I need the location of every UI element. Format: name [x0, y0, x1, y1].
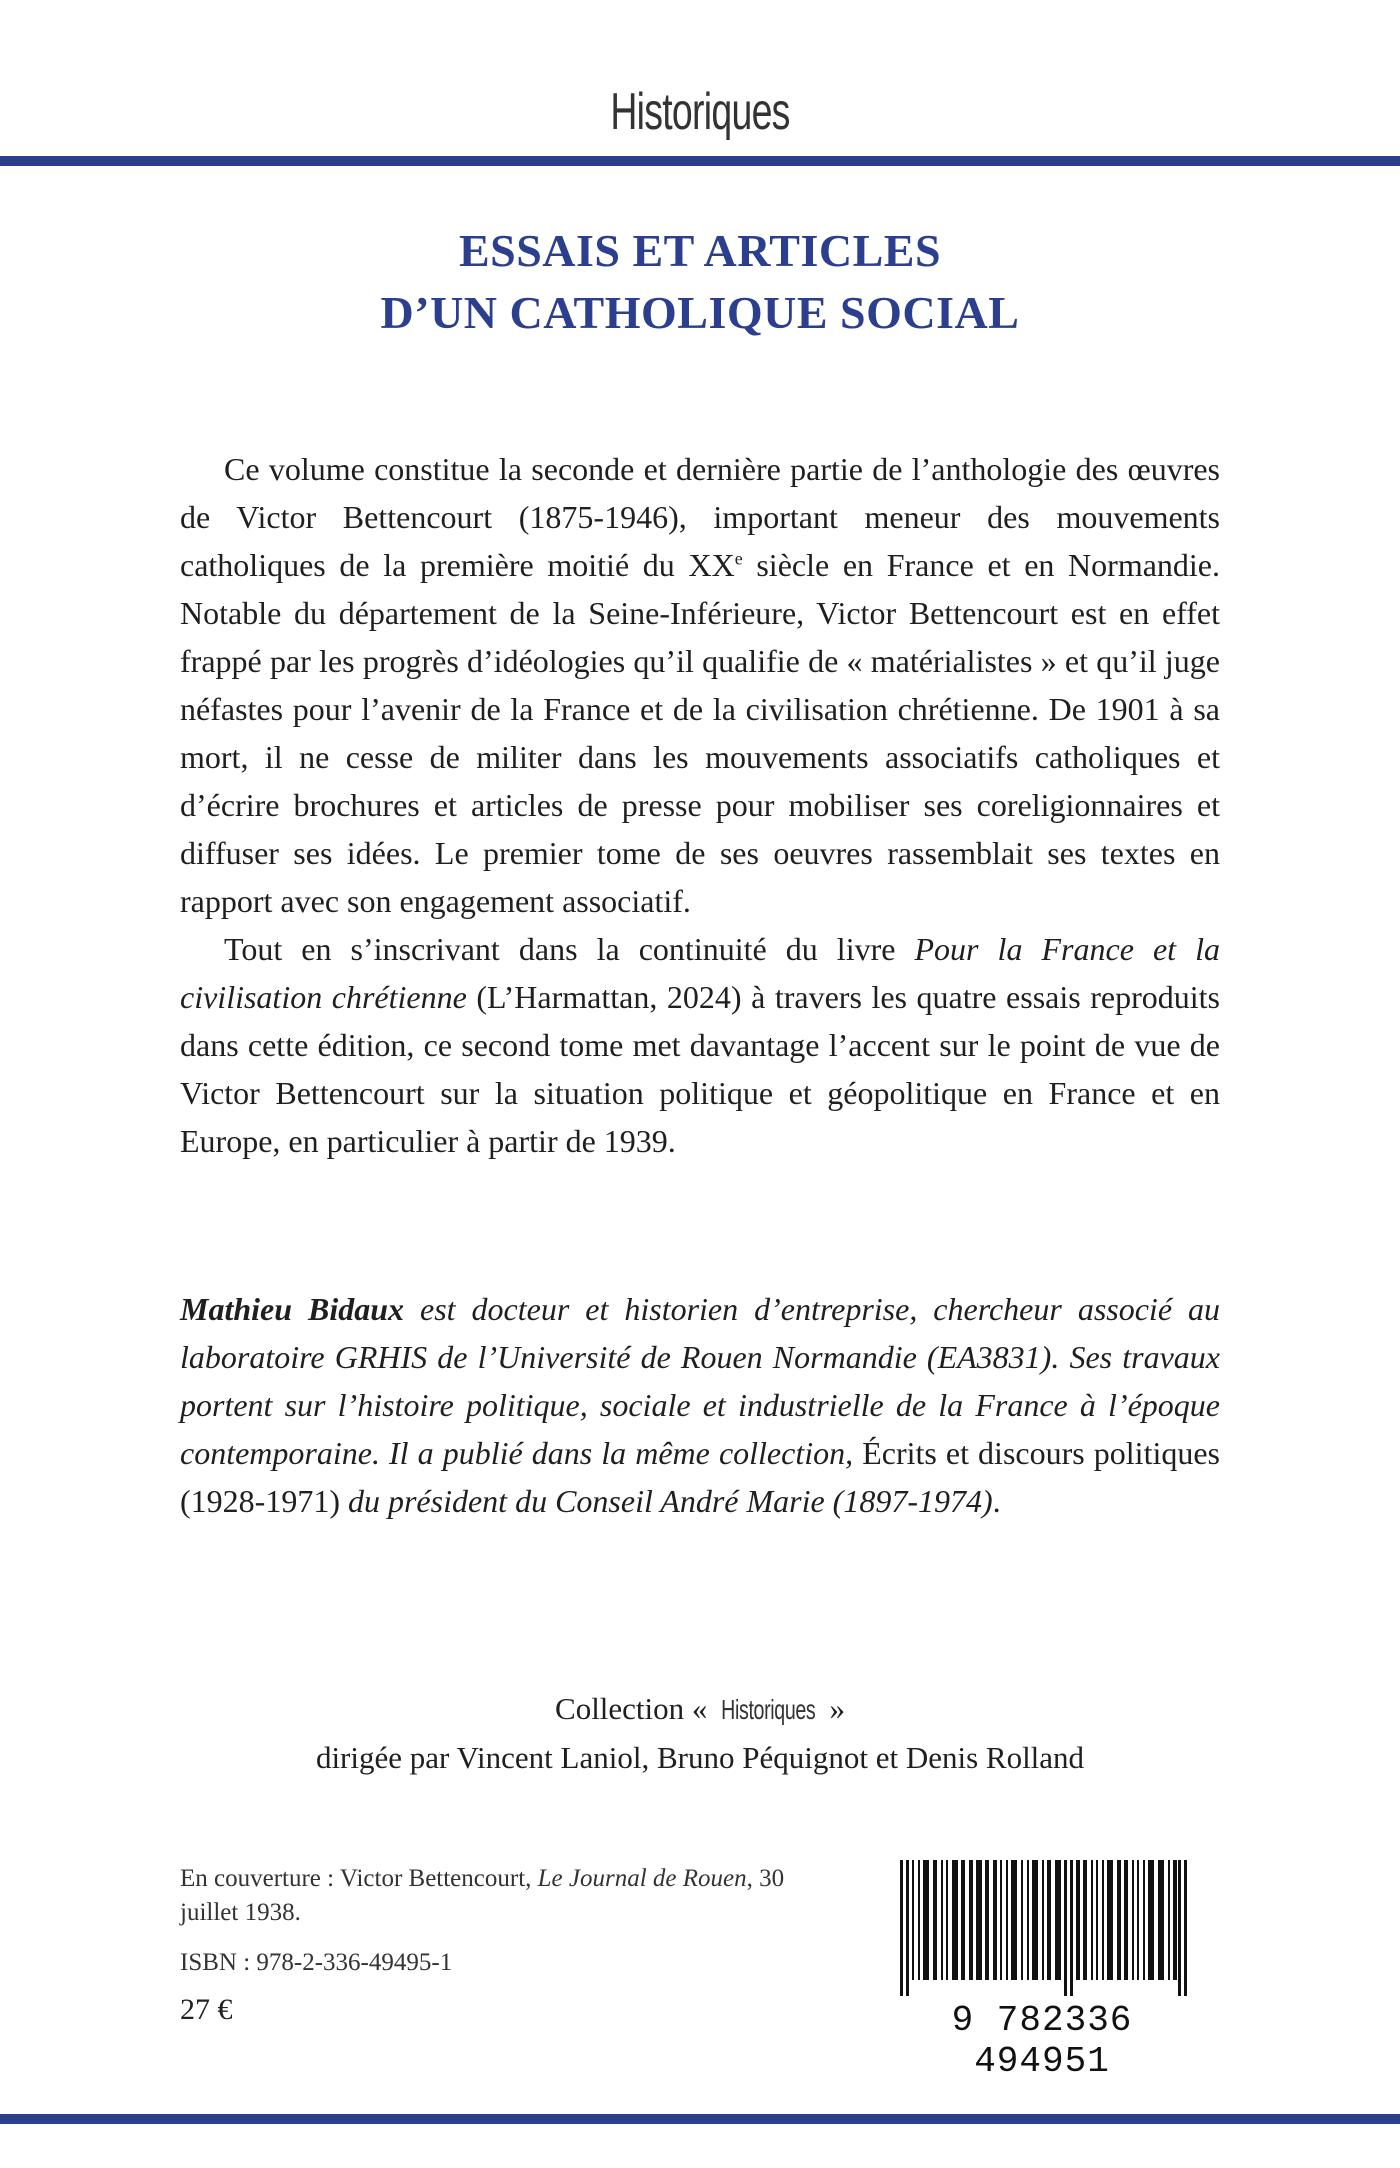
- synopsis-p2-text-a: Tout en s’inscrivant dans la continuité du livre: [224, 931, 915, 967]
- barcode-bar: [1117, 1860, 1121, 1980]
- author-name: Mathieu Bidaux: [180, 1291, 405, 1327]
- cover-credit-prefix: En couverture : Victor Bettencourt,: [180, 1865, 538, 1892]
- barcode-bar: [1032, 1860, 1038, 1980]
- barcode-bar: [1168, 1860, 1170, 1980]
- barcode-bar: [923, 1860, 929, 1980]
- collection-line: [0, 1685, 1400, 1734]
- synopsis-p1-text-a: Ce volume constitue la seconde et dernière partie de l’anthologie des œuvres de Victor Bettencourt (1875-1946), important meneur des mouvements catholiques de la première moitié du XX: [180, 451, 1220, 583]
- barcode-bar: [1137, 1860, 1139, 1980]
- barcode-bar: [906, 1860, 909, 1996]
- barcode-bar: [969, 1860, 973, 1980]
- author-bio-text-b: du président du Conseil André Marie (1897-1974): [339, 1483, 993, 1519]
- barcode-bar: [1006, 1860, 1008, 1980]
- barcode-bar: [1107, 1860, 1113, 1980]
- barcode: [882, 1860, 1202, 2082]
- barcode-bar: [946, 1860, 948, 1980]
- century-superscript: e: [734, 548, 743, 569]
- barcode-bar: [1000, 1860, 1002, 1980]
- barcode-bar: [1102, 1860, 1104, 1980]
- top-rule: [0, 156, 1400, 166]
- barcode-bar: [1055, 1860, 1061, 1980]
- synopsis-p2-text-b: (L’Harmattan, 2024) à travers les quatre essais reproduits dans cette édition, ce second tome met davantage l’accent sur le point de vue de Victor Bettencourt sur la situation politique et géopolitique en France et en Europe, en particulier à partir de 1939.: [180, 979, 1221, 1159]
- collection-logo: Historiques: [721, 1694, 816, 1725]
- cover-credit-suffix: , 30 juillet 1938.: [180, 1865, 785, 1926]
- collection-directors: dirigée par Vincent Laniol, Bruno Péquignot et Denis Rolland: [315, 1740, 1085, 1775]
- barcode-bar: [1158, 1860, 1164, 1980]
- barcode-bar: [961, 1860, 965, 1980]
- collection-prefix: Collection «: [555, 1691, 708, 1726]
- cover-credit-newspaper: Le Journal de Rouen: [537, 1865, 747, 1892]
- barcode-bar: [952, 1860, 958, 1980]
- series-logo: Historiques: [610, 83, 790, 141]
- barcode-bar: [900, 1860, 903, 1996]
- barcode-bar: [993, 1860, 997, 1980]
- barcode-bar: [918, 1860, 920, 1980]
- barcode-bars: [882, 1860, 1202, 2000]
- barcode-bar: [1076, 1860, 1080, 1980]
- synopsis-paragraph-2: [180, 925, 1220, 1165]
- price: 27 €: [180, 1993, 233, 2026]
- barcode-bar: [1021, 1860, 1023, 1980]
- barcode-bar: [933, 1860, 937, 1980]
- title-line-2: D’UN CATHOLIQUE SOCIAL: [380, 287, 1020, 338]
- barcode-bar: [1178, 1860, 1181, 1996]
- barcode-bar: [1124, 1860, 1128, 1980]
- author-bio-end: .: [992, 1483, 1001, 1519]
- barcode-bar: [1096, 1860, 1098, 1980]
- title-line-1: ESSAIS ET ARTICLES: [458, 225, 942, 276]
- barcode-bar: [1042, 1860, 1044, 1980]
- barcode-bar: [1083, 1860, 1087, 1980]
- author-book-title: Écrits et discours politiques (1928-1971): [180, 1435, 1221, 1519]
- bottom-rule: [0, 2114, 1400, 2124]
- collection-info: [0, 1685, 1400, 1782]
- synopsis-p1-text-b: siècle en France et en Normandie. Notable du département de la Seine-Inférieure, Victor Bettencourt est en effet frappé par les progrès d’idéologies qu’il qualifie de « matérialistes » et qu’il juge néfastes pour l’avenir de la France et de la civilisation chrétienne. De 1901 à sa mort, il ne cesse de militer dans les mouvements associatifs catholiques et d’écrire brochures et articles de presse pour mobiliser ses coreligionnaires et diffuser ses idées. Le premier tome de ses oeuvres rassemblait ses textes en rapport avec son engagement associatif.: [180, 547, 1221, 919]
- barcode-bar: [1064, 1860, 1067, 1996]
- barcode-bar: [1091, 1860, 1093, 1980]
- cover-credit: [180, 1862, 800, 1930]
- barcode-digits: 9 782336 494951: [951, 2000, 1133, 2082]
- barcode-bar: [976, 1860, 982, 1980]
- barcode-bar: [1047, 1860, 1051, 1980]
- barcode-bar: [1132, 1860, 1134, 1980]
- isbn: ISBN : 978-2-336-49495-1: [180, 1949, 453, 1976]
- collection-suffix: »: [829, 1691, 845, 1726]
- author-bio-text-a: est docteur et historien d’entreprise, chercheur associé au laboratoire GRHIS de l’Université de Rouen Normandie (EA3831). Ses travaux portent sur l’histoire politique, sociale et industrielle de la France à l’époque contemporaine. Il a publié dans la même collection,: [180, 1291, 1221, 1471]
- barcode-bar: [1011, 1860, 1017, 1980]
- referenced-book-title: Pour la France et la civilisation chrétienne: [180, 931, 1220, 1015]
- barcode-bar: [1173, 1860, 1177, 1980]
- barcode-bar: [1027, 1860, 1029, 1980]
- author-bio: [180, 1285, 1220, 1525]
- barcode-bar: [1148, 1860, 1154, 1980]
- barcode-bar: [985, 1860, 989, 1980]
- book-title: [0, 220, 1400, 344]
- barcode-bar: [1143, 1860, 1145, 1980]
- barcode-bar: [912, 1860, 914, 1980]
- barcode-bar: [941, 1860, 943, 1980]
- barcode-bar: [1184, 1860, 1187, 1996]
- barcode-bar: [1070, 1860, 1073, 1996]
- synopsis: [180, 445, 1220, 1165]
- synopsis-paragraph-1: [180, 445, 1220, 925]
